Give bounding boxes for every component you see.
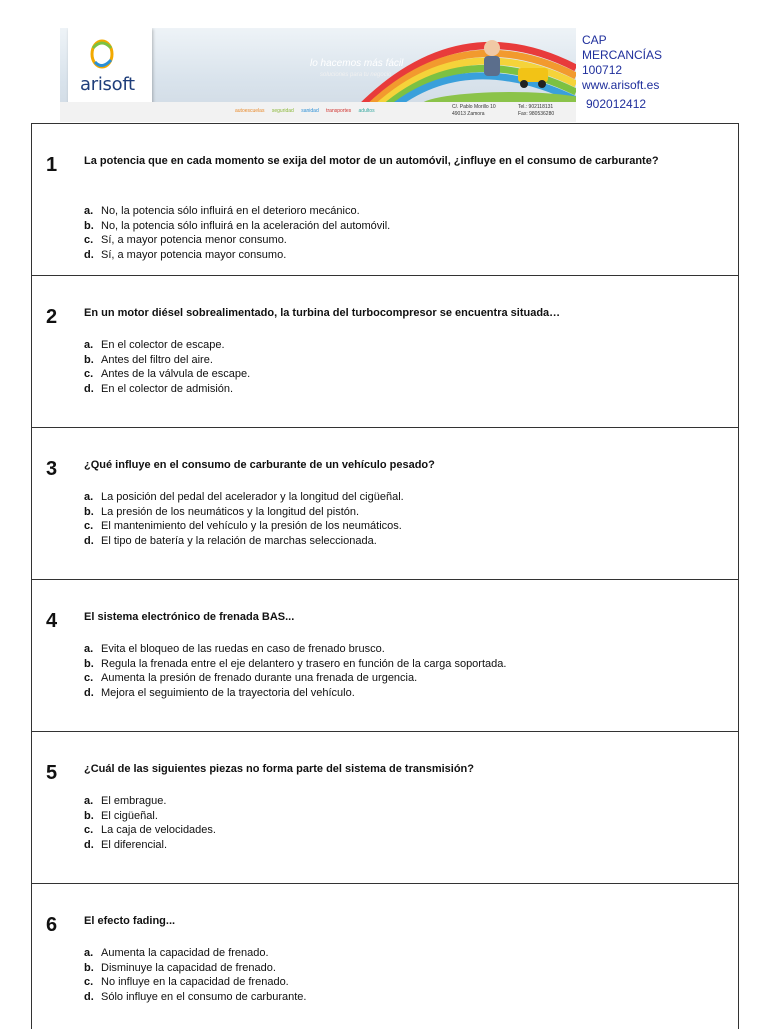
category-sanidad: sanidad [301,108,319,114]
option-b[interactable]: b. La presión de los neumáticos y la longitud del pistón. [84,505,360,518]
fax-line: Fax: 980536280 [518,111,555,117]
question-list [31,123,739,1029]
question-block [32,428,738,580]
option-d[interactable]: d. Sí, a mayor potencia mayor consumo. [84,248,287,261]
option-d[interactable]: d. El tipo de batería y la relación de marchas seleccionada. [84,534,377,547]
option-d[interactable]: d. Mejora el seguimiento de la trayectoria del vehículo. [84,686,355,699]
option-list [84,642,506,700]
arisoft-logo-icon [89,38,115,70]
question-block [32,732,738,884]
contact-line-mercancias: MERCANCÍAS [582,48,663,62]
contact-line-code: 100712 [582,63,623,77]
slogan-sub: soluciones para tu negocio [320,72,392,78]
option-c[interactable]: c. Antes de la válvula de escape. [84,368,251,380]
question-block [32,884,738,1029]
option-list [84,794,216,852]
address-line-2: 49013 Zamora [452,111,485,117]
option-a[interactable]: a. La posición del pedal del acelerador y la longitud del cigüeñal. [84,491,404,503]
option-list [84,338,250,396]
option-b[interactable]: b. Antes del filtro del aire. [84,353,213,366]
question-number: 2 [46,306,58,328]
option-a[interactable]: a. No, la potencia sólo influirá en el deterioro mecánico. [84,205,360,217]
category-adultos: adultos [358,108,375,114]
toy-truck-icon [518,68,548,82]
header-banner [60,28,576,122]
option-list [84,204,390,262]
option-c[interactable]: c. No influye en la capacidad de frenado. [84,976,289,988]
tel-line: Tel.: 902118131 [518,104,554,110]
category-list [235,108,381,114]
option-c[interactable]: c. Sí, a mayor potencia menor consumo. [84,234,287,246]
slogan: lo hacemos más fácil [310,58,404,69]
category-seguridad: seguridad [271,108,294,114]
option-a[interactable]: a. En el colector de escape. [84,339,225,351]
telephone-fax [518,104,554,118]
option-c[interactable]: c. El mantenimiento del vehículo y la presión de los neumáticos. [84,520,402,532]
contact-block [582,33,662,112]
question-number: 6 [46,914,58,936]
question-text: ¿Qué influye en el consumo de carburante de un vehículo pesado? [84,459,435,471]
question-number: 1 [46,154,58,176]
question-number: 5 [46,762,58,784]
question-block [32,276,738,428]
contact-website-link[interactable]: www.arisoft.es [582,78,660,92]
question-text: La potencia que en cada momento se exija del motor de un automóvil, ¿influye en el consumo de carburante? [84,155,659,167]
question-block [32,580,738,732]
category-autoescuelas: autoescuelas [235,108,265,114]
address [452,104,496,118]
question-number: 4 [46,610,58,632]
option-b[interactable]: b. El cigüeñal. [84,809,158,822]
contact-line-cap: CAP [582,33,607,47]
option-b[interactable]: b. No, la potencia sólo influirá en la aceleración del automóvil. [84,219,391,232]
question-text: El efecto fading... [84,915,176,927]
question-text: En un motor diésel sobrealimentado, la turbina del turbocompresor se encuentra situada… [84,307,561,319]
option-a[interactable]: a. El embrague. [84,795,167,807]
option-b[interactable]: b. Regula la frenada entre el eje delantero y trasero en función de la carga soportada. [84,657,507,670]
option-list [84,490,404,548]
option-list [84,946,306,1004]
option-b[interactable]: b. Disminuye la capacidad de frenado. [84,961,276,974]
option-a[interactable]: a. Aumenta la capacidad de frenado. [84,947,269,959]
question-text: El sistema electrónico de frenada BAS... [84,611,295,623]
option-c[interactable]: c. Aumenta la presión de frenado durante una frenada de urgencia. [84,672,418,684]
logo-text: arisoft [80,74,135,95]
option-d[interactable]: d. En el colector de admisión. [84,382,234,395]
question-number: 3 [46,458,58,480]
question-block [32,124,738,276]
option-c[interactable]: c. La caja de velocidades. [84,824,216,836]
child-icon [484,40,500,56]
option-a[interactable]: a. Evita el bloqueo de las ruedas en caso de frenado brusco. [84,643,385,655]
address-line-1: C/. Pablo Morillo 10 [452,104,496,110]
option-d[interactable]: d. Sólo influye en el consumo de carburante. [84,990,307,1003]
question-text: ¿Cuál de las siguientes piezas no forma parte del sistema de transmisión? [84,763,475,775]
option-d[interactable]: d. El diferencial. [84,838,168,851]
category-transportes: transportes [326,108,352,114]
contact-phone: 902012412 [586,97,647,111]
